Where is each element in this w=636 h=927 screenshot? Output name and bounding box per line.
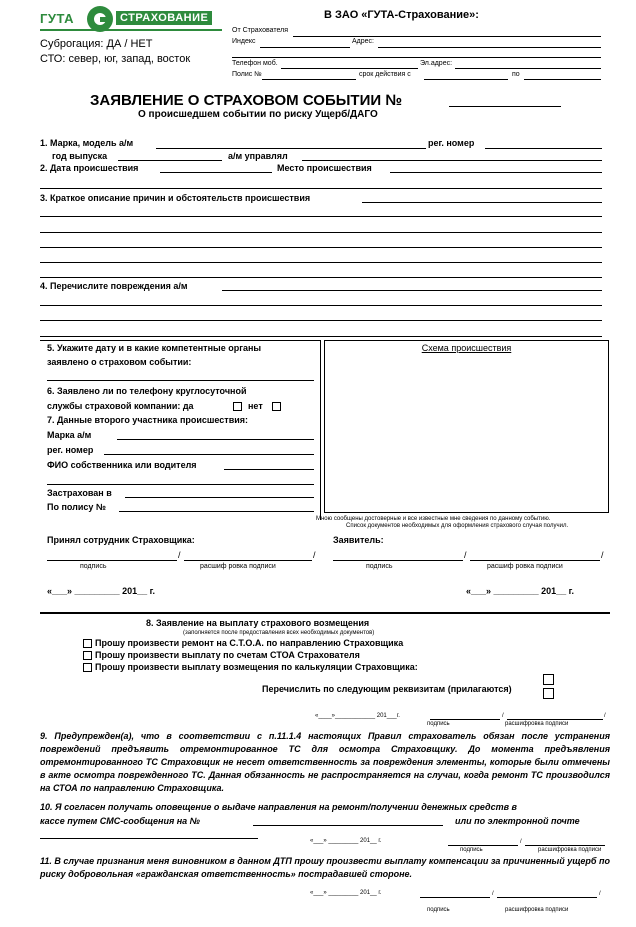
logo-underline: [40, 29, 222, 31]
reg-no-line: [485, 148, 602, 149]
period-label: срок действия с: [359, 71, 411, 78]
s8-sign-line: [430, 719, 500, 720]
q6-no-checkbox[interactable]: [272, 402, 281, 411]
brand-label: Марка а/м: [47, 430, 92, 440]
page-subtitle: О происшедшем событии по риску Ущерб/ДАГО: [138, 109, 378, 120]
p11-decode-line: [497, 897, 597, 898]
scheme-title: Схема происшествия: [421, 343, 512, 353]
s8-decode-caption: расшифровка подписи: [505, 721, 569, 727]
logo-right-text: СТРАХОВАНИЕ: [116, 11, 212, 25]
staff-decode-caption: расшиф ровка подписи: [200, 563, 276, 570]
q2-line: [160, 172, 272, 173]
paragraph-9: 9. Предупрежден(а), что в соответствии с п.11.1.4 настоящих Правил страхователь обязан после устранения повреждений предъявить отремонтированное ТС для осмотра Страховщику. До момента предъявления отремонтированного ТС Страховщик не несет ответственность за повреждения элементы, которые были отмечены в акте осмотра поврежденного ТС. Данная обязанность не распространяется на случаи, когда ремонт ТС производился на СТОА по направлению Страховщика.: [40, 731, 610, 793]
p10-email-line: [40, 838, 258, 839]
staff-decode-line: [184, 560, 312, 561]
left-block-divider: [320, 340, 321, 520]
period-to-label: по: [512, 71, 520, 78]
accepted-label: Принял сотрудник Страховщика:: [47, 535, 195, 545]
addressee: В ЗАО «ГУТА-Страхование»:: [324, 9, 479, 21]
from-label: От Страхователя: [232, 27, 288, 34]
staff-sign-line: [47, 560, 177, 561]
reg-label: рег. номер: [47, 445, 94, 455]
s8-slash: /: [502, 713, 504, 719]
opt3-label: Прошу произвести выплату возмещения по калькуляции Страховщика:: [95, 662, 418, 672]
q1-label: 1. Марка, модель а/м: [40, 138, 134, 148]
year-line: [118, 160, 222, 161]
q2-label: 2. Дата происшествия: [40, 163, 139, 173]
q7-label: 7. Данные второго участника происшествия:: [47, 415, 249, 425]
title-number-line: [449, 106, 561, 107]
email-line: [455, 68, 601, 69]
q3-label: 3. Краткое описание причин и обстоятельств происшествия: [40, 193, 311, 203]
p10-date: «___» _________ 201__ г.: [310, 838, 382, 844]
phone-label: Телефон моб.: [232, 60, 278, 67]
applicant-decode-caption: расшиф ровка подписи: [487, 563, 563, 570]
q4-line: [222, 290, 602, 291]
other-policy-label: По полису №: [47, 502, 106, 512]
address-line: [378, 47, 601, 48]
confirm-line-2: Список документов необходимых для оформления страхового случая получил.: [346, 523, 569, 529]
index-line: [260, 47, 350, 48]
section8-note: (заполняется после предоставления всех необходимых документов): [183, 630, 375, 636]
q4-label: 4. Перечислите повреждения а/м: [40, 281, 188, 291]
p10-line-2b: или по электронной почте: [455, 816, 580, 826]
q3-line-6: [40, 277, 602, 278]
place-line: [390, 172, 602, 173]
q3-line-2: [40, 216, 602, 217]
phone-line: [281, 68, 418, 69]
q4-line-4: [40, 336, 602, 337]
logo-left-text: ГУТА: [40, 11, 74, 26]
q1-line: [156, 148, 426, 149]
brand-line: [117, 439, 314, 440]
p11-sign-line: [420, 897, 490, 898]
paragraph-11: 11. В случае признания меня виновником в данном ДТП прошу произвести выплату компенсации за причиненный ущерб по риску добровольная «гражданская ответственность» пострадавшей стороне.: [40, 856, 610, 879]
reg-line: [104, 454, 314, 455]
applicant-sign-line: [333, 560, 463, 561]
q3-line-5: [40, 262, 602, 263]
email-label: Эл.адрес:: [420, 60, 453, 67]
opt2-checkbox[interactable]: [83, 651, 92, 660]
year-label: год выпуска: [52, 151, 108, 161]
owner-line: [224, 469, 314, 470]
opt3-checkbox[interactable]: [83, 663, 92, 672]
applicant-sign-caption: подпись: [366, 563, 393, 570]
s8-date: «____»____________ 201___г.: [315, 713, 400, 719]
staff-slash-2: /: [313, 550, 316, 560]
q2-extra-line: [40, 188, 602, 189]
q3-line-4: [40, 247, 602, 248]
q6-line-2: службы страховой компании: да: [47, 401, 194, 411]
applicant-date: «___» _________ 201__ г.: [466, 586, 574, 596]
p11-slash-2: /: [599, 891, 601, 897]
policy-label: Полис №: [232, 71, 262, 78]
from-line: [293, 36, 601, 37]
section-divider: [40, 612, 610, 614]
address-label: Адрес:: [352, 38, 374, 45]
p10-line-1: 10. Я согласен получать оповещение о выдаче направления на ремонт/получении денежных средств в: [40, 802, 517, 812]
q6-yes-checkbox[interactable]: [233, 402, 242, 411]
period-from-line: [424, 79, 508, 80]
applicant-decode-line: [470, 560, 600, 561]
insured-line: [125, 497, 314, 498]
applicant-label: Заявитель:: [333, 535, 384, 545]
transfer-checkbox-1[interactable]: [543, 674, 554, 685]
driver-line: [302, 160, 602, 161]
opt1-checkbox[interactable]: [83, 639, 92, 648]
p10-sign-caption: подпись: [460, 847, 483, 853]
scheme-box[interactable]: [324, 340, 609, 513]
period-to-line: [524, 79, 601, 80]
q5-line-2: заявлено о страховом событии:: [47, 357, 192, 367]
transfer-checkbox-2[interactable]: [543, 688, 554, 699]
s8-slash-2: /: [604, 713, 606, 719]
q3-line-3: [40, 232, 602, 233]
policy-line: [262, 79, 356, 80]
transfer-label: Перечислить по следующим реквизитам (прилагаются): [262, 684, 512, 694]
left-block-top: [40, 340, 320, 341]
p11-sign-caption: подпись: [427, 907, 450, 913]
p11-date: «___» _________ 201__ г.: [310, 890, 382, 896]
s8-sign-caption: подпись: [427, 721, 450, 727]
section8-title: 8. Заявление на выплату страхового возмещения: [146, 618, 370, 628]
subrogation-label: Суброгация: ДА / НЕТ: [40, 38, 153, 50]
q6-line-1: 6. Заявлено ли по телефону круглосуточной: [47, 386, 247, 396]
q4-line-3: [40, 320, 602, 321]
q3-line: [362, 202, 602, 203]
insured-label: Застрахован в: [47, 488, 112, 498]
p11-slash: /: [492, 891, 494, 897]
address-line-2: [232, 57, 601, 58]
staff-slash: /: [178, 550, 181, 560]
owner-line-2: [47, 484, 314, 485]
staff-sign-caption: подпись: [80, 563, 107, 570]
applicant-slash-2: /: [601, 550, 604, 560]
p10-decode-caption: расшифровка подписи: [538, 847, 602, 853]
confirm-line-1: Мною сообщены достоверные и все известные мне сведения по данному событию.: [316, 516, 551, 522]
driver-label: а/м управлял: [228, 151, 288, 161]
applicant-slash: /: [464, 550, 467, 560]
index-label: Индекс: [232, 38, 256, 45]
p10-slash: /: [520, 839, 522, 845]
opt1-label: Прошу произвести ремонт на С.Т.О.А. по направлению Страховщика: [95, 638, 404, 648]
p10-sign-line: [448, 845, 518, 846]
place-label: Место происшествия: [277, 163, 372, 173]
p10-line-2a: кассе путем СМС-сообщения на №: [40, 816, 200, 826]
sto-label: СТО: север, юг, запад, восток: [40, 53, 191, 65]
owner-label: ФИО собственника или водителя: [47, 460, 197, 470]
s8-decode-line: [507, 719, 603, 720]
q4-line-2: [40, 305, 602, 306]
p11-decode-caption: расшифровка подписи: [505, 907, 569, 913]
other-policy-line: [119, 511, 314, 512]
opt2-label: Прошу произвести выплату по счетам СТОА Страхователя: [95, 650, 360, 660]
staff-date: «___» _________ 201__ г.: [47, 586, 155, 596]
q6-no-label: нет: [248, 401, 263, 411]
p10-decode-line: [525, 845, 605, 846]
q5-answer-line: [47, 380, 314, 381]
p10-phone-line: [253, 825, 443, 826]
page-title: ЗАЯВЛЕНИЕ О СТРАХОВОМ СОБЫТИИ №: [90, 92, 403, 109]
reg-no-label: рег. номер: [428, 138, 475, 148]
q5-line-1: 5. Укажите дату и в какие компетентные органы: [47, 343, 262, 353]
